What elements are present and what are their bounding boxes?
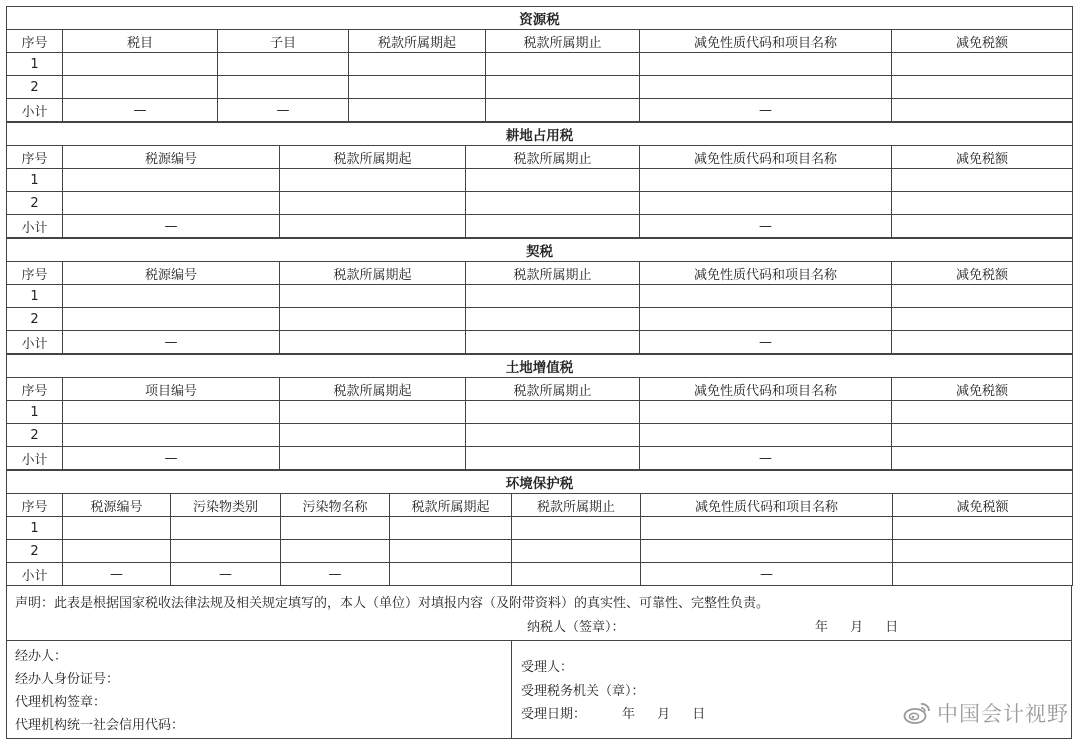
dash-cell: — bbox=[640, 447, 892, 470]
column-header: 项目编号 bbox=[63, 378, 280, 401]
table-cell[interactable] bbox=[218, 76, 349, 99]
tax-form bbox=[6, 6, 1072, 739]
table-cell[interactable] bbox=[892, 53, 1073, 76]
table-cell[interactable] bbox=[63, 192, 280, 215]
table-row bbox=[7, 192, 1073, 215]
table-row bbox=[7, 53, 1073, 76]
column-header: 税款所属期起 bbox=[280, 378, 466, 401]
subtotal-cell[interactable] bbox=[280, 331, 466, 354]
table-cell[interactable] bbox=[486, 76, 640, 99]
column-header: 减免性质代码和项目名称 bbox=[640, 30, 892, 53]
row-number: 2 bbox=[7, 540, 63, 563]
column-header: 税源编号 bbox=[63, 146, 280, 169]
table-cell[interactable] bbox=[466, 285, 640, 308]
table-cell[interactable] bbox=[640, 76, 892, 99]
tax-sections bbox=[6, 6, 1072, 586]
table-cell[interactable] bbox=[390, 540, 512, 563]
subtotal-cell[interactable] bbox=[892, 99, 1073, 122]
table-cell[interactable] bbox=[640, 192, 892, 215]
subtotal-cell[interactable] bbox=[892, 447, 1073, 470]
table-cell[interactable] bbox=[218, 53, 349, 76]
header-row bbox=[7, 378, 1073, 401]
dash-cell: — bbox=[640, 99, 892, 122]
table-cell[interactable] bbox=[280, 424, 466, 447]
column-header: 减免税额 bbox=[892, 30, 1073, 53]
subtotal-cell[interactable] bbox=[892, 331, 1073, 354]
row-number: 1 bbox=[7, 401, 63, 424]
table-cell[interactable] bbox=[512, 540, 641, 563]
table-cell[interactable] bbox=[486, 53, 640, 76]
table-cell[interactable] bbox=[892, 169, 1073, 192]
section-title: 资源税 bbox=[7, 7, 1073, 30]
column-header: 税款所属期止 bbox=[512, 494, 641, 517]
subtotal-row bbox=[7, 331, 1073, 354]
table-cell[interactable] bbox=[640, 424, 892, 447]
handler-id-label: 经办人身份证号： bbox=[15, 672, 120, 687]
column-header: 税款所属期止 bbox=[466, 262, 640, 285]
table-cell[interactable] bbox=[63, 424, 280, 447]
dash-cell: — bbox=[171, 563, 281, 586]
tax-office-label: 受理税务机关（章）： bbox=[521, 683, 645, 699]
header-row bbox=[7, 146, 1073, 169]
table-cell[interactable] bbox=[280, 192, 466, 215]
subtotal-cell[interactable] bbox=[892, 215, 1073, 238]
tax-section-table bbox=[6, 122, 1073, 238]
watermark-text: 中国会计视野 bbox=[937, 702, 1069, 726]
dash-cell: — bbox=[63, 447, 280, 470]
table-cell[interactable] bbox=[466, 401, 640, 424]
table-cell[interactable] bbox=[466, 308, 640, 331]
header-row bbox=[7, 30, 1073, 53]
column-header: 税款所属期止 bbox=[486, 30, 640, 53]
table-cell[interactable] bbox=[63, 169, 280, 192]
subtotal-cell[interactable] bbox=[466, 215, 640, 238]
subtotal-row bbox=[7, 99, 1073, 122]
column-header: 减免税额 bbox=[892, 378, 1073, 401]
subtotal-cell[interactable] bbox=[349, 99, 486, 122]
column-header: 序号 bbox=[7, 494, 63, 517]
table-cell[interactable] bbox=[466, 192, 640, 215]
subtotal-label: 小计 bbox=[7, 563, 63, 586]
column-header: 污染物名称 bbox=[281, 494, 390, 517]
column-header: 税目 bbox=[63, 30, 218, 53]
dash-cell: — bbox=[63, 331, 280, 354]
table-cell[interactable] bbox=[640, 401, 892, 424]
subtotal-row bbox=[7, 447, 1073, 470]
weibo-icon bbox=[903, 701, 931, 725]
receive-date-value: 年 月 日 bbox=[622, 707, 706, 722]
section-title: 契税 bbox=[7, 239, 1073, 262]
subtotal-label: 小计 bbox=[7, 99, 63, 122]
tax-section-table bbox=[6, 354, 1073, 470]
column-header: 税款所属期止 bbox=[466, 378, 640, 401]
row-number: 1 bbox=[7, 517, 63, 540]
table-cell[interactable] bbox=[640, 285, 892, 308]
table-row bbox=[7, 76, 1073, 99]
table-cell[interactable] bbox=[63, 540, 171, 563]
table-cell[interactable] bbox=[892, 308, 1073, 331]
table-cell[interactable] bbox=[63, 517, 171, 540]
declaration-text: 声明：此表是根据国家税收法律法规及相关规定填写的，本人（单位）对填报内容（及附带资料）的真实性、可靠性、完整性负责。 bbox=[15, 596, 770, 611]
table-cell[interactable] bbox=[171, 540, 281, 563]
table-cell[interactable] bbox=[892, 285, 1073, 308]
table-cell[interactable] bbox=[280, 285, 466, 308]
section-title: 耕地占用税 bbox=[7, 123, 1073, 146]
dash-cell: — bbox=[63, 563, 171, 586]
table-cell[interactable] bbox=[892, 192, 1073, 215]
column-header: 税款所属期起 bbox=[280, 262, 466, 285]
table-cell[interactable] bbox=[280, 308, 466, 331]
table-cell[interactable] bbox=[640, 308, 892, 331]
column-header: 序号 bbox=[7, 30, 63, 53]
table-cell[interactable] bbox=[893, 517, 1073, 540]
table-cell[interactable] bbox=[641, 540, 893, 563]
table-row bbox=[7, 169, 1073, 192]
table-cell[interactable] bbox=[390, 517, 512, 540]
column-header: 序号 bbox=[7, 378, 63, 401]
table-row bbox=[7, 540, 1073, 563]
subtotal-cell[interactable] bbox=[390, 563, 512, 586]
table-row bbox=[7, 401, 1073, 424]
column-header: 污染物类别 bbox=[171, 494, 281, 517]
handler-label: 经办人： bbox=[15, 649, 68, 664]
table-cell[interactable] bbox=[63, 285, 280, 308]
dash-cell: — bbox=[640, 331, 892, 354]
subtotal-label: 小计 bbox=[7, 331, 63, 354]
table-cell[interactable] bbox=[281, 517, 390, 540]
table-row bbox=[7, 308, 1073, 331]
column-header: 减免性质代码和项目名称 bbox=[640, 262, 892, 285]
table-cell[interactable] bbox=[892, 401, 1073, 424]
tax-section-table bbox=[6, 470, 1073, 586]
table-cell[interactable] bbox=[63, 401, 280, 424]
column-header: 税源编号 bbox=[63, 494, 171, 517]
column-header: 子目 bbox=[218, 30, 349, 53]
declaration-date: 年 月 日 bbox=[815, 620, 899, 635]
column-header: 税款所属期起 bbox=[390, 494, 512, 517]
footer-divider bbox=[511, 641, 512, 738]
watermark bbox=[903, 698, 1069, 728]
agency-seal-label: 代理机构签章： bbox=[15, 695, 107, 710]
tax-section-table bbox=[6, 238, 1073, 354]
dash-cell: — bbox=[640, 215, 892, 238]
table-row bbox=[7, 517, 1073, 540]
row-number: 2 bbox=[7, 192, 63, 215]
subtotal-cell[interactable] bbox=[466, 447, 640, 470]
column-header: 税源编号 bbox=[63, 262, 280, 285]
tax-section-table bbox=[6, 6, 1073, 122]
subtotal-cell[interactable] bbox=[466, 331, 640, 354]
table-cell[interactable] bbox=[893, 540, 1073, 563]
agent-info bbox=[15, 645, 184, 737]
section-title: 环境保护税 bbox=[7, 471, 1073, 494]
subtotal-row bbox=[7, 215, 1073, 238]
taxpayer-signature-label: 纳税人（签章）： bbox=[527, 620, 625, 635]
row-number: 1 bbox=[7, 169, 63, 192]
table-cell[interactable] bbox=[171, 517, 281, 540]
table-cell[interactable] bbox=[63, 53, 218, 76]
column-header: 减免性质代码和项目名称 bbox=[640, 378, 892, 401]
receive-date-label: 受理日期： bbox=[521, 707, 587, 722]
column-header: 税款所属期起 bbox=[349, 30, 486, 53]
table-cell[interactable] bbox=[892, 76, 1073, 99]
column-header: 减免性质代码和项目名称 bbox=[641, 494, 893, 517]
subtotal-cell[interactable] bbox=[280, 447, 466, 470]
subtotal-cell[interactable] bbox=[893, 563, 1073, 586]
dash-cell: — bbox=[63, 215, 280, 238]
table-cell[interactable] bbox=[512, 517, 641, 540]
table-cell[interactable] bbox=[349, 76, 486, 99]
column-header: 减免性质代码和项目名称 bbox=[640, 146, 892, 169]
row-number: 2 bbox=[7, 308, 63, 331]
table-cell[interactable] bbox=[892, 424, 1073, 447]
table-cell[interactable] bbox=[641, 517, 893, 540]
header-row bbox=[7, 262, 1073, 285]
receiver-label: 受理人： bbox=[521, 660, 574, 675]
row-number: 2 bbox=[7, 424, 63, 447]
table-cell[interactable] bbox=[280, 169, 466, 192]
subtotal-label: 小计 bbox=[7, 215, 63, 238]
receive-date-row bbox=[521, 703, 705, 727]
dash-cell: — bbox=[641, 563, 893, 586]
dash-cell: — bbox=[281, 563, 390, 586]
table-cell[interactable] bbox=[466, 424, 640, 447]
column-header: 减免税额 bbox=[892, 262, 1073, 285]
acceptance-info bbox=[521, 656, 705, 727]
subtotal-cell[interactable] bbox=[280, 215, 466, 238]
column-header: 减免税额 bbox=[892, 146, 1073, 169]
declaration-block bbox=[6, 586, 1072, 641]
dash-cell: — bbox=[218, 99, 349, 122]
subtotal-cell[interactable] bbox=[486, 99, 640, 122]
section-title: 土地增值税 bbox=[7, 355, 1073, 378]
column-header: 序号 bbox=[7, 146, 63, 169]
table-row bbox=[7, 424, 1073, 447]
dash-cell: — bbox=[63, 99, 218, 122]
table-cell[interactable] bbox=[349, 53, 486, 76]
table-cell[interactable] bbox=[281, 540, 390, 563]
row-number: 1 bbox=[7, 53, 63, 76]
header-row bbox=[7, 494, 1073, 517]
column-header: 减免税额 bbox=[893, 494, 1073, 517]
column-header: 序号 bbox=[7, 262, 63, 285]
table-cell[interactable] bbox=[280, 401, 466, 424]
row-number: 1 bbox=[7, 285, 63, 308]
agency-credit-code-label: 代理机构统一社会信用代码： bbox=[15, 718, 185, 733]
column-header: 税款所属期起 bbox=[280, 146, 466, 169]
table-cell[interactable] bbox=[640, 169, 892, 192]
table-cell[interactable] bbox=[63, 76, 218, 99]
table-row bbox=[7, 285, 1073, 308]
subtotal-label: 小计 bbox=[7, 447, 63, 470]
row-number: 2 bbox=[7, 76, 63, 99]
subtotal-cell[interactable] bbox=[512, 563, 641, 586]
column-header: 税款所属期止 bbox=[466, 146, 640, 169]
table-cell[interactable] bbox=[466, 169, 640, 192]
table-cell[interactable] bbox=[640, 53, 892, 76]
subtotal-row bbox=[7, 563, 1073, 586]
table-cell[interactable] bbox=[63, 308, 280, 331]
